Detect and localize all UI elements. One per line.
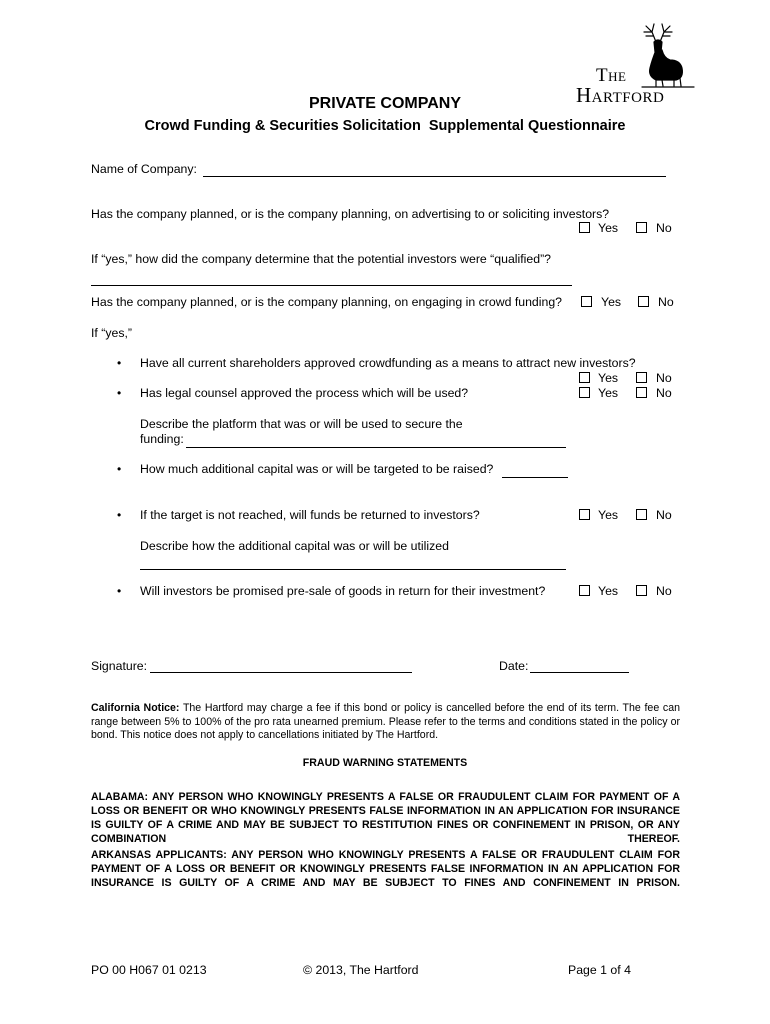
question-shareholders-approved: Have all current shareholders approved crowdfunding as a means to attract new investors? (140, 356, 636, 370)
bullet: • (117, 508, 122, 522)
california-notice-text: The Hartford may charge a fee if this bond or policy is cancelled before the end of its term. The fee can range between 5% to 100% of the pro rata unearned premium. Please refer to the terms and conditions stated in the policy or bond. This notice does not apply to cancellations initiated by The Hartford. (91, 702, 680, 741)
advertising-no-label: No (656, 221, 672, 235)
question-capital-target: How much additional capital was or will be targeted to be raised? (140, 462, 494, 476)
copyright: © 2013, The Hartford (303, 963, 419, 977)
presale-yes-label: Yes (598, 584, 619, 598)
logo-hartford: Hartford (576, 83, 665, 107)
page-number: Page 1 of 4 (568, 963, 631, 977)
legal-yes-label: Yes (598, 386, 619, 400)
date-field[interactable] (530, 672, 629, 673)
company-name-field[interactable] (203, 176, 666, 177)
funds-returned-no-checkbox[interactable] (636, 509, 647, 520)
crowdfunding-yes-label: Yes (601, 295, 622, 309)
company-name-label: Name of Company: (91, 162, 197, 176)
presale-yes-checkbox[interactable] (579, 585, 590, 596)
question-advertising: Has the company planned, or is the company planning, on advertising to or soliciting investors? (91, 207, 610, 221)
date-label: Date: (499, 659, 529, 673)
capital-use-field[interactable] (140, 569, 566, 570)
bullet: • (117, 386, 122, 400)
funding-label: funding: (140, 432, 184, 446)
funds-returned-yes-label: Yes (598, 508, 619, 522)
bullet: • (117, 356, 122, 370)
california-notice (91, 702, 680, 743)
describe-capital-label: Describe how the additional capital was or will be utilized (140, 539, 449, 553)
describe-platform-label: Describe the platform that was or will be used to secure the (140, 417, 463, 431)
bullet: • (117, 584, 122, 598)
advertising-yes-checkbox[interactable] (579, 222, 590, 233)
bullet: • (117, 462, 122, 476)
shareholders-no-label: No (656, 371, 672, 385)
fraud-alabama: ALABAMA: ANY PERSON WHO KNOWINGLY PRESENTS A FALSE OR FRAUDULENT CLAIM FOR PAYMENT OF A LOSS OR BENEFIT OR WHO KNOWINGLY PRESENTS FALSE INFORMATION IN AN APPLICATION FOR INSURANCE IS GUILTY OF A CRIME AND MAY BE SUBJECT TO RESTITUTION FINES OR CONFINEMENT IN PRISON, OR ANY COMBINATION THEREOF. (91, 791, 680, 845)
qualified-investors-field[interactable] (91, 285, 572, 286)
fraud-heading: FRAUD WARNING STATEMENTS (302, 757, 468, 769)
stag-icon (626, 20, 696, 90)
page-title: PRIVATE COMPANY (308, 95, 461, 112)
funds-returned-no-label: No (656, 508, 672, 522)
question-funds-returned: If the target is not reached, will funds be returned to investors? (140, 508, 480, 522)
advertising-no-checkbox[interactable] (636, 222, 647, 233)
advertising-yes-label: Yes (598, 221, 619, 235)
california-notice-label: California Notice: (91, 702, 180, 714)
presale-no-label: No (656, 584, 672, 598)
question-crowd-funding: Has the company planned, or is the company planning, on engaging in crowd funding? (91, 295, 563, 309)
fraud-arkansas: ARKANSAS APPLICANTS: ANY PERSON WHO KNOWINGLY PRESENTS A FALSE OR FRAUDULENT CLAIM FOR PAYMENT OF A LOSS OR BENEFIT OR KNOWINGLY PRESENTS FALSE INFORMATION IN AN APPLICATION FOR INSURANCE IS GUILTY OF A CRIME AND MAY BE SUBJECT TO FINES AND CONFINEMENT IN PRISON. (91, 849, 680, 889)
signature-field[interactable] (150, 672, 412, 673)
question-qualified-investors: If “yes,” how did the company determine that the potential investors were “qualified”? (91, 252, 552, 266)
legal-no-label: No (656, 386, 672, 400)
platform-field[interactable] (186, 447, 566, 448)
funds-returned-yes-checkbox[interactable] (579, 509, 590, 520)
if-yes-label: If “yes,” (91, 326, 132, 340)
crowdfunding-yes-checkbox[interactable] (581, 296, 592, 307)
signature-label: Signature: (91, 659, 148, 673)
crowdfunding-no-checkbox[interactable] (638, 296, 649, 307)
legal-yes-checkbox[interactable] (579, 387, 590, 398)
form-number: PO 00 H067 01 0213 (91, 963, 207, 977)
presale-no-checkbox[interactable] (636, 585, 647, 596)
capital-target-field[interactable] (502, 477, 568, 478)
legal-no-checkbox[interactable] (636, 387, 647, 398)
page-subtitle: Crowd Funding & Securities Solicitation Supplemental Questionnaire (144, 118, 626, 134)
shareholders-no-checkbox[interactable] (636, 372, 647, 383)
question-legal-counsel: Has legal counsel approved the process which will be used? (140, 386, 469, 400)
shareholders-yes-checkbox[interactable] (579, 372, 590, 383)
crowdfunding-no-label: No (658, 295, 674, 309)
logo-the: The (596, 65, 627, 86)
shareholders-yes-label: Yes (598, 371, 619, 385)
question-presale: Will investors be promised pre-sale of goods in return for their investment? (140, 584, 546, 598)
